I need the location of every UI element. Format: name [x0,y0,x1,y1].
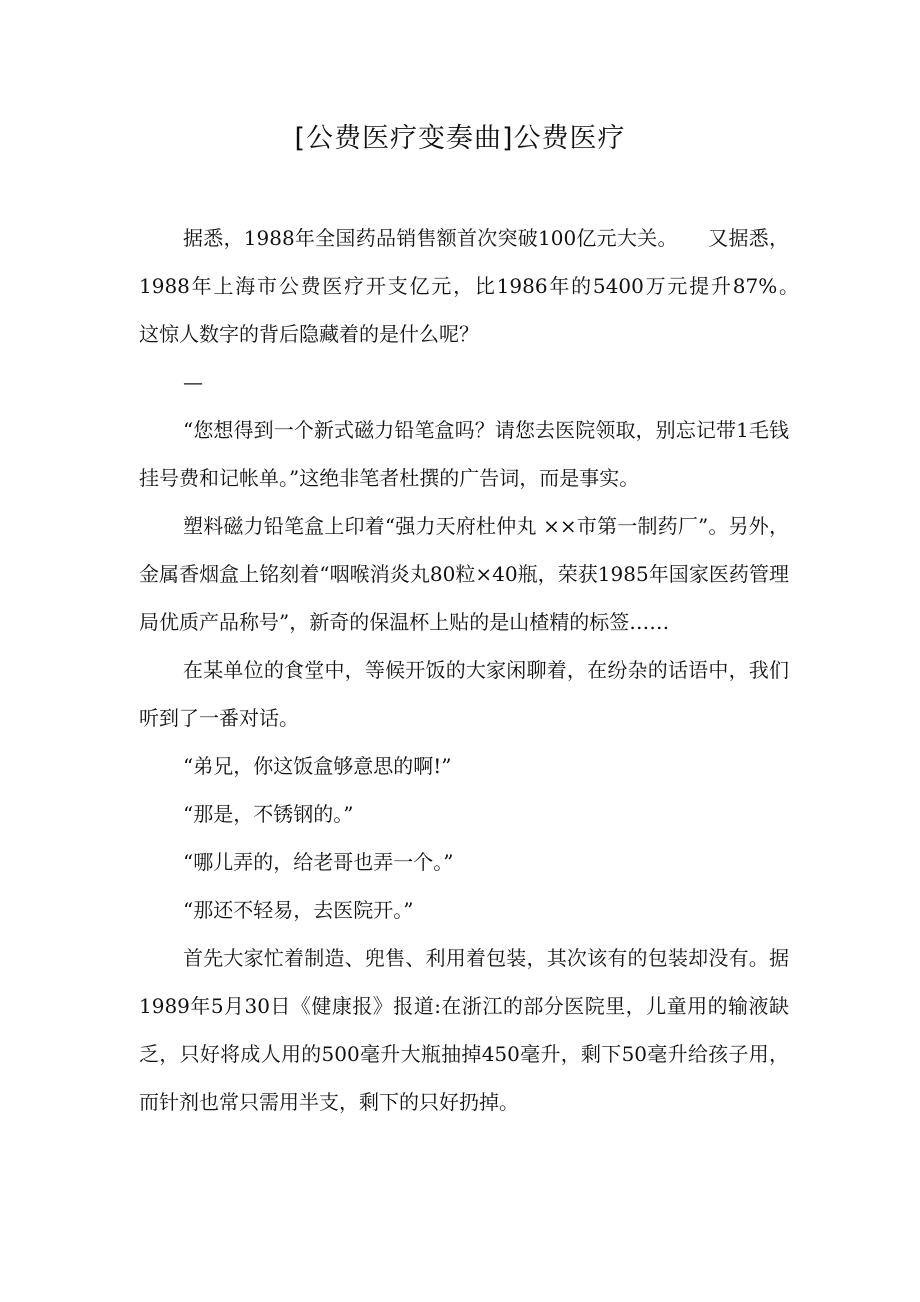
paragraph-canteen: 在某单位的食堂中，等候开饭的大家闲聊着，在纷杂的话语中，我们听到了一番对话。 [139,658,789,730]
dialogue-line-3: “哪儿弄的，给老哥也弄一个。” [183,850,454,874]
paragraph-pencil-box: “您想得到一个新式磁力铅笔盒吗？请您去医院领取，别忘记带1毛钱挂号费和记帐单。”这绝非笔者杜撰的广告词，而是事实。 [139,418,789,490]
dialogue-line-1: “弟兄，你这饭盒够意思的啊!” [183,754,452,778]
paragraph-intro: 据悉，1988年全国药品销售额首次突破100亿元大关。 又据悉，1988年上海市公费医疗开支亿元，比1986年的5400万元提升87%。 这惊人数字的背后隐藏着的是什么呢？ [139,226,829,346]
document-body [139,214,829,1126]
dialogue-line-4: “那还不轻易，去医院开。” [183,898,414,922]
paragraph-packaging: 塑料磁力铅笔盒上印着“强力天府杜仲丸 ××市第一制药厂”。另外，金属香烟盒上铭刻着“咽喉消炎丸80粒×40瓶，荣获1985年国家医药管理局优质产品称号”，新奇的保温杯上贴的是山楂精的标签…… [139,514,789,634]
paragraph-health-report: 首先大家忙着制造、兜售、利用着包装，其次该有的包装却没有。据1989年5月30日《健康报》报道:在浙江的部分医院里，儿童用的输液缺乏，只好将成人用的500毫升大瓶抽掉450毫升，剩下50毫升给孩子用，而针剂也常只需用半支，剩下的只好扔掉。 [139,946,789,1114]
dialogue-line-2: “那是，不锈钢的。” [183,802,354,826]
section-divider-dash: — [183,370,203,394]
document-title: [公费医疗变奏曲]公费医疗 [294,123,626,154]
